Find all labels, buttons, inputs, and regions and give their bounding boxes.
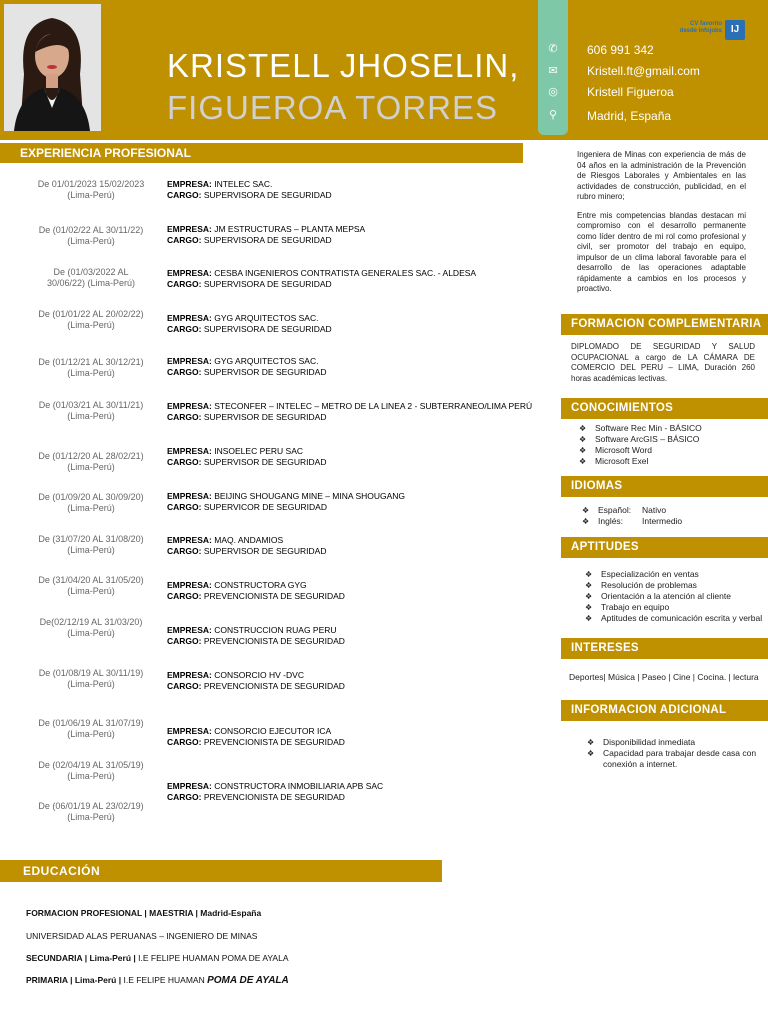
bullet-icon: ❖	[579, 446, 587, 455]
experience-section-title: EXPERIENCIA PROFESIONAL	[0, 143, 523, 163]
name-last: FIGUEROA TORRES	[167, 89, 499, 126]
edu-line-1: FORMACION PROFESIONAL | MAESTRIA | Madrid-España	[26, 908, 262, 918]
bullet-icon: ❖	[585, 603, 593, 612]
phone-icon: ✆	[548, 43, 558, 55]
bullet-icon: ❖	[585, 581, 593, 590]
experience-date: De (31/07/20 AL 31/08/20) (Lima-Perú)	[38, 534, 144, 555]
experience-entry: EMPRESA: INTELEC SAC. CARGO: SUPERVISORA DE SEGURIDAD	[167, 179, 332, 200]
bullet-icon: ❖	[585, 614, 593, 623]
list-item: ❖ Resolución de problemas	[585, 580, 697, 590]
bullet-icon: ❖	[579, 435, 587, 444]
bullet-icon: ❖	[587, 749, 595, 758]
idiomas-section-title: IDIOMAS	[561, 476, 768, 497]
aptitudes-section-title: APTITUDES	[561, 537, 768, 558]
experience-date: De (02/04/19 AL 31/05/19) (Lima-Perú)	[38, 760, 144, 781]
experience-entry: EMPRESA: CONSTRUCTORA INMOBILIARIA APB SAC CARGO: PREVENCIONISTA DE SEGURIDAD	[167, 781, 384, 802]
adicional-section-title: INFORMACION ADICIONAL	[561, 700, 768, 721]
experience-date: De (31/04/20 AL 31/05/20) (Lima-Perú)	[38, 575, 144, 596]
educacion-section-title: EDUCACIÓN	[0, 860, 442, 882]
conocimientos-list	[579, 423, 702, 467]
conocimientos-section-title: CONOCIMIENTOS	[561, 398, 768, 419]
bullet-icon: ❖	[585, 570, 593, 579]
bullet-icon: ❖	[585, 592, 593, 601]
edu-line-2: UNIVERSIDAD ALAS PERUANAS – INGENIERO DE MINAS	[26, 931, 258, 941]
list-item: ❖ Orientación a la atención al cliente	[585, 591, 731, 601]
experience-entry: EMPRESA: CONSORCIO EJECUTOR ICA CARGO: PREVENCIONISTA DE SEGURIDAD	[167, 726, 345, 747]
bullet-icon: ❖	[582, 517, 590, 526]
mail-icon: ✉	[548, 65, 558, 77]
contact-phone[interactable]: 606 991 342	[587, 43, 654, 57]
experience-date: De (01/08/19 AL 30/11/19) (Lima-Perú)	[38, 668, 144, 689]
experience-date: De (01/12/20 AL 28/02/21) (Lima-Perú)	[38, 451, 144, 472]
experience-date: De (01/06/19 AL 31/07/19) (Lima-Perú)	[38, 718, 144, 739]
experience-entry: EMPRESA: STECONFER – INTELEC – METRO DE LA LINEA 2 - SUBTERRANEO/LIMA PERÚ CARGO: SUPERVISOR DE SEGURIDAD	[167, 401, 533, 422]
experience-entry: EMPRESA: MAQ. ANDAMIOS CARGO: SUPERVISOR DE SEGURIDAD	[167, 535, 327, 556]
list-item: ❖ Software ArcGIS – BÁSICO	[579, 434, 700, 444]
list-item: ❖ Capacidad para trabajar desde casa con	[587, 748, 757, 758]
bullet-icon: ❖	[587, 738, 595, 747]
edu-line-4: PRIMARIA | Lima-Perú | I.E FELIPE HUAMAN POMA DE AYALA	[26, 975, 289, 986]
location-icon: ⚲	[548, 109, 558, 121]
infojobs-logo-icon: IJ	[725, 20, 745, 40]
formacion-section-title: FORMACION COMPLEMENTARIA	[561, 314, 768, 335]
list-item: conexión a internet.	[603, 759, 678, 769]
intereses-text: Deportes| Música | Paseo | Cine | Cocina. | lectura	[569, 672, 759, 682]
list-item: ❖ Aptitudes de comunicación escrita y verbal	[585, 613, 763, 623]
formacion-text: DIPLOMADO DE SEGURIDAD Y SALUD OCUPACIONAL a cargo de LA CÁMARA DE COMERCIO DEL PERU – LIMA, Duración 260 horas académicas lectivas.	[571, 342, 755, 383]
experience-date: De (01/01/22 AL 20/02/22) (Lima-Perú)	[38, 309, 144, 330]
experience-entry: EMPRESA: CONSTRUCCION RUAG PERU CARGO: PREVENCIONISTA DE SEGURIDAD	[167, 625, 345, 646]
idiomas-list	[582, 505, 682, 527]
skype-icon: ◎	[548, 86, 558, 98]
experience-entry: EMPRESA: CONSTRUCTORA GYG CARGO: PREVENCIONISTA DE SEGURIDAD	[167, 580, 345, 601]
experience-entry: EMPRESA: INSOELEC PERU SAC CARGO: SUPERVISOR DE SEGURIDAD	[167, 446, 327, 467]
contact-location: Madrid, España	[587, 109, 672, 123]
infojobs-logo-text: CV favorito desde Infojobs	[679, 21, 722, 34]
contact-skype[interactable]: Kristell Figueroa	[587, 85, 674, 99]
bullet-icon: ❖	[579, 424, 587, 433]
profile-photo	[4, 4, 101, 131]
aptitudes-list	[585, 569, 762, 624]
list-item: ❖ Especialización en ventas	[585, 569, 699, 579]
profile-paragraph-1: Ingeniera de Minas con experiencia de más de 04 años en la administración de la Prevención de Riesgos Laborales y Ambientales en las actividades de construcción, publicidad, en el rubro minero;	[577, 150, 746, 201]
list-item: ❖ Disponibilidad inmediata	[587, 737, 696, 747]
list-item: ❖ Español: Nativo	[582, 505, 667, 515]
list-item: ❖ Trabajo en equipo	[585, 602, 670, 612]
bullet-icon: ❖	[579, 457, 587, 466]
edu-line-3: SECUNDARIA | Lima-Perú | I.E FELIPE HUAMAN POMA DE AYALA	[26, 953, 289, 963]
experience-date: De(02/12/19 AL 31/03/20) (Lima-Perú)	[39, 617, 143, 638]
experience-date: De (01/03/21 AL 30/11/21) (Lima-Perú)	[38, 400, 144, 421]
list-item: ❖ Microsoft Exel	[579, 456, 649, 466]
experience-entry: EMPRESA: CONSORCIO HV -DVC CARGO: PREVENCIONISTA DE SEGURIDAD	[167, 670, 345, 691]
intereses-section-title: INTERESES	[561, 638, 768, 659]
experience-date: De (01/09/20 AL 30/09/20) (Lima-Perú)	[38, 492, 144, 513]
experience-entry: EMPRESA: CESBA INGENIEROS CONTRATISTA GENERALES SAC. - ALDESA CARGO: SUPERVISORA DE SEGURIDAD	[167, 268, 477, 289]
experience-entry: EMPRESA: GYG ARQUITECTOS SAC. CARGO: SUPERVISOR DE SEGURIDAD	[167, 356, 327, 377]
bullet-icon: ❖	[582, 506, 590, 515]
experience-date: De 01/01/2023 15/02/2023 (Lima-Perú)	[37, 179, 145, 200]
experience-entry: EMPRESA: BEIJING SHOUGANG MINE – MINA SHOUGANG CARGO: SUPERVICOR DE SEGURIDAD	[167, 491, 406, 512]
profile-summary	[577, 150, 746, 295]
profile-paragraph-2: Entre mis competencias blandas destacan mi compromiso con el desarrollo permanente como líder dentro de mi rol como profesional y civil, ser promotor del trabajo en equipo, impulsor de un clima laboral favorable para el desarrollo de las operaciones adaptable rápidamente a cambios en los procesos y proactivo.	[577, 210, 746, 293]
experience-entry: EMPRESA: GYG ARQUITECTOS SAC. CARGO: SUPERVISORA DE SEGURIDAD	[167, 313, 332, 334]
contact-email[interactable]: Kristell.ft@gmail.com	[587, 64, 700, 78]
experience-entry: EMPRESA: JM ESTRUCTURAS – PLANTA MEPSA CARGO: SUPERVISORA DE SEGURIDAD	[167, 224, 366, 245]
experience-date: De (01/02/22 AL 30/11/22) (Lima-Perú)	[38, 225, 144, 246]
experience-date: De (01/12/21 AL 30/12/21) (Lima-Perú)	[38, 357, 144, 378]
list-item: ❖ Microsoft Word	[579, 445, 652, 455]
adicional-list	[587, 737, 756, 770]
experience-date: De (06/01/19 AL 23/02/19) (Lima-Perú)	[38, 801, 144, 822]
list-item: ❖ Inglés: Intermedio	[582, 516, 683, 526]
list-item: ❖ Software Rec Min - BÁSICO	[579, 423, 702, 433]
experience-date: De (01/03/2022 AL 30/06/22) (Lima-Perú)	[46, 267, 136, 288]
name-first: KRISTELL JHOSELIN,	[167, 47, 520, 84]
